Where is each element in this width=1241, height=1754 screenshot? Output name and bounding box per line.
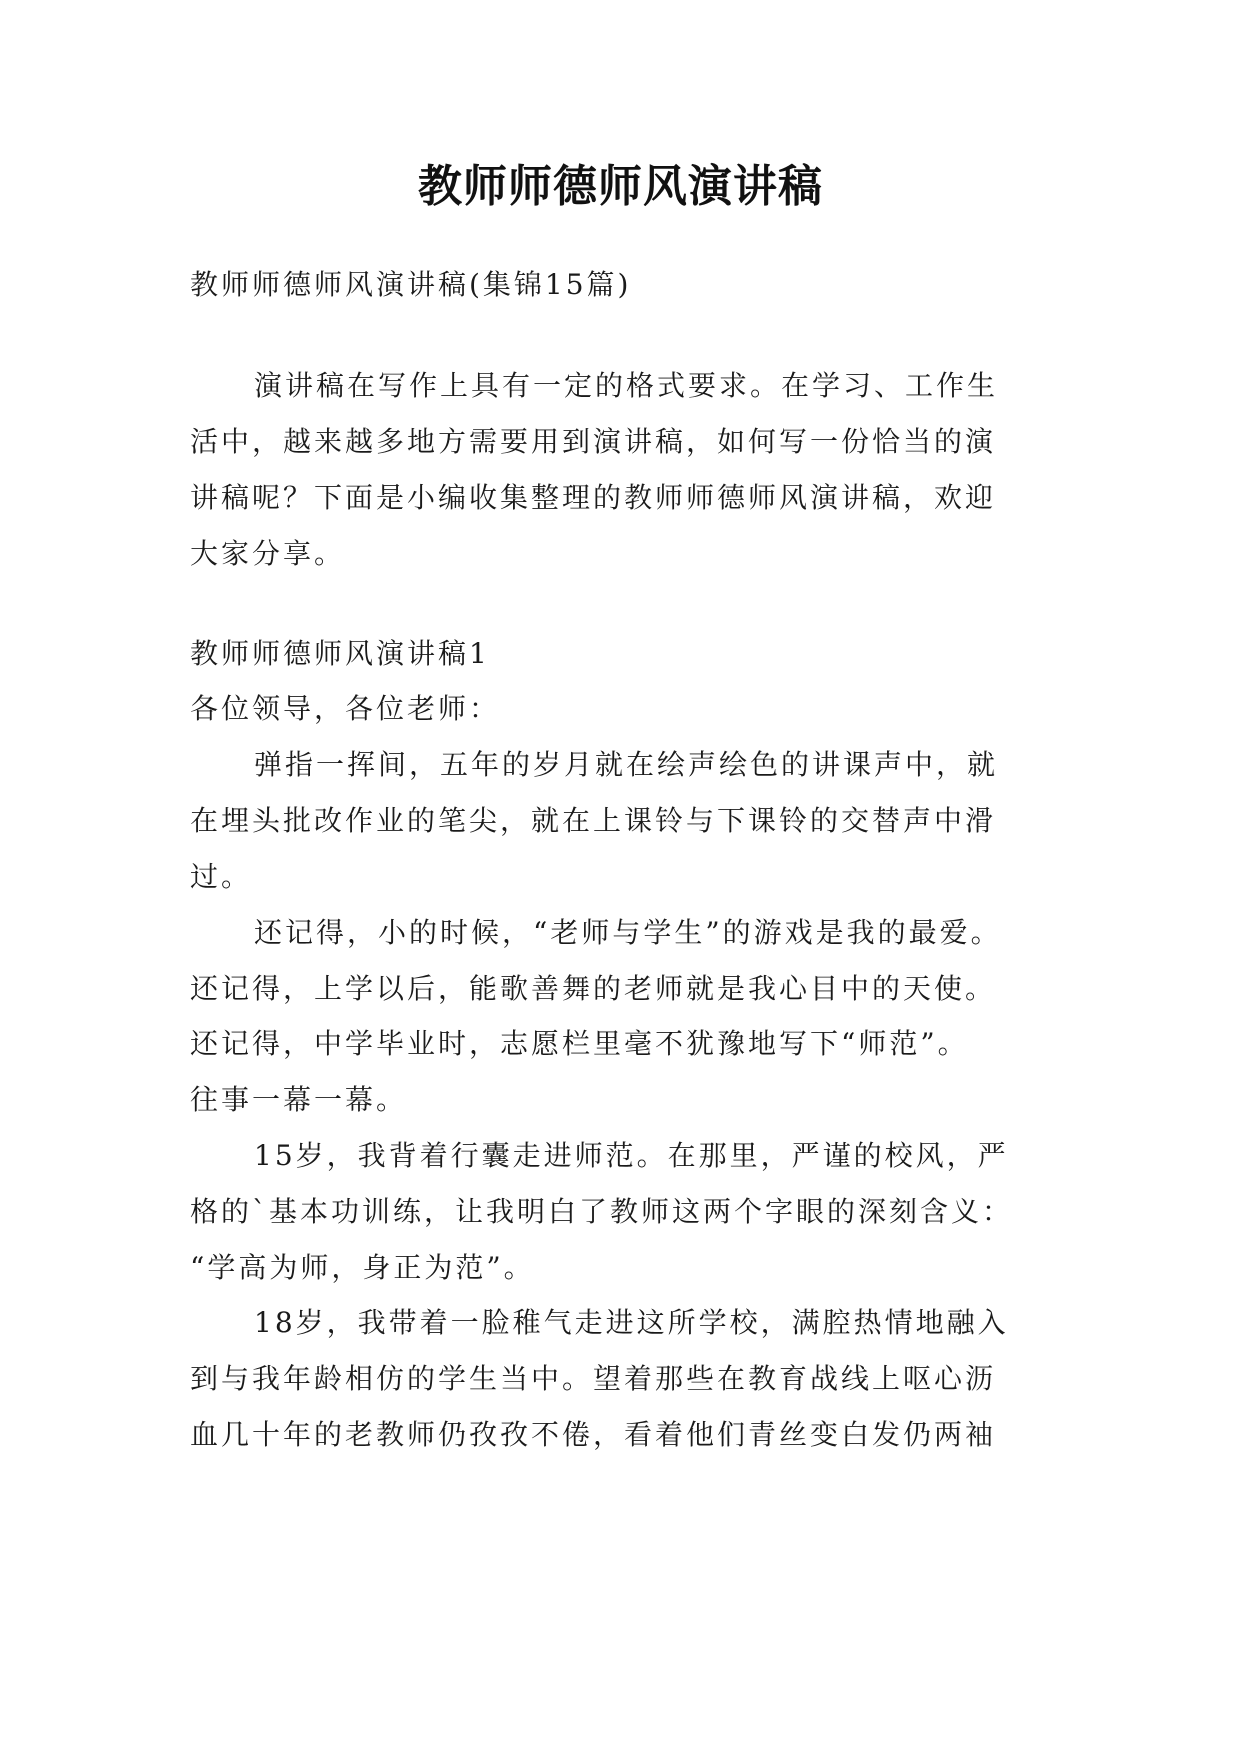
intro-line: 大家分享。 [190, 537, 346, 570]
body-line: 过。 [190, 860, 253, 893]
body-line: 往事一幕一幕。 [190, 1083, 408, 1116]
body-line: 还记得，上学以后，能歌善舞的老师就是我心目中的天使。 [190, 972, 997, 1005]
body-line: 还记得，中学毕业时，志愿栏里毫不犹豫地写下“师范”。 [190, 1027, 969, 1060]
body-line: 18岁，我带着一脸稚气走进这所学校，满腔热情地融入 [254, 1306, 1009, 1339]
body-line: “学高为师，身正为范”。 [190, 1251, 535, 1284]
body-line: 到与我年龄相仿的学生当中。望着那些在教育战线上呕心沥 [190, 1362, 997, 1395]
body-line: 格的`基本功训练，让我明白了教师这两个字眼的深刻含义： [190, 1195, 1014, 1228]
intro-line: 演讲稿在写作上具有一定的格式要求。在学习、工作生 [254, 369, 999, 402]
section-heading: 教师师德师风演讲稿1 [190, 637, 490, 670]
body-line: 血几十年的老教师仍孜孜不倦，看着他们青丝变白发仍两袖 [190, 1418, 997, 1451]
body-line: 弹指一挥间，五年的岁月就在绘声绘色的讲课声中，就 [254, 748, 999, 781]
body-line: 15岁，我背着行囊走进师范。在那里，严谨的校风，严 [254, 1139, 1009, 1172]
document-title: 教师师德师风演讲稿 [418, 161, 823, 212]
body-line: 还记得，小的时候，“老师与学生”的游戏是我的最爱。 [254, 916, 1002, 949]
document-subtitle: 教师师德师风演讲稿(集锦15篇) [190, 268, 632, 301]
intro-line: 活中，越来越多地方需要用到演讲稿，如何写一份恰当的演 [190, 425, 997, 458]
greeting: 各位领导，各位老师： [190, 692, 501, 725]
intro-line: 讲稿呢？下面是小编收集整理的教师师德师风演讲稿，欢迎 [190, 481, 997, 514]
body-line: 在埋头批改作业的笔尖，就在上课铃与下课铃的交替声中滑 [190, 804, 997, 837]
